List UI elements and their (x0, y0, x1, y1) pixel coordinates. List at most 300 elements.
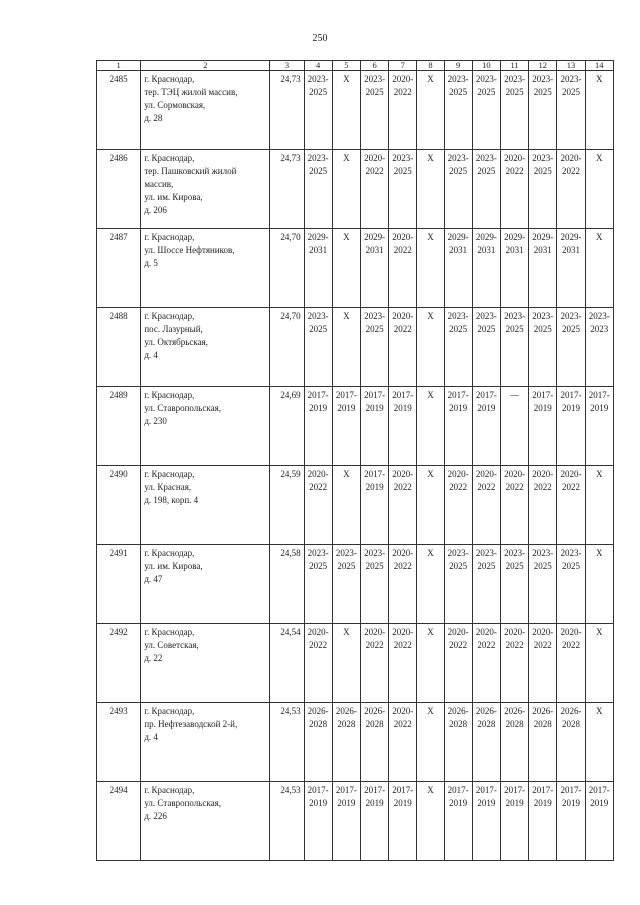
period-end: 2022 (393, 482, 412, 492)
period-cell (585, 71, 613, 150)
period-start: 2017- (364, 469, 386, 479)
period-start: 2017- (392, 390, 414, 400)
period-cell (389, 466, 417, 545)
period-end: 2025 (477, 561, 496, 571)
period-end: 2025 (365, 561, 384, 571)
period-cell (585, 229, 613, 308)
period-start: 2029- (532, 232, 554, 242)
address-line: г. Краснодар, (144, 627, 195, 637)
period-end: 2025 (449, 561, 468, 571)
table-row (97, 229, 614, 308)
row-number: 2487 (97, 229, 141, 308)
period-start: 2017- (504, 785, 526, 795)
period-end: 2022 (533, 640, 552, 650)
period-end: 2025 (365, 324, 384, 334)
period-cell (529, 703, 557, 782)
period-start: 2020- (392, 706, 414, 716)
period-cell (360, 387, 388, 466)
period-cell (529, 229, 557, 308)
row-number: 2494 (97, 782, 141, 861)
period-cell (304, 150, 332, 229)
period-start: 2023- (475, 311, 497, 321)
value-cell: 24,73 (270, 71, 304, 150)
period-cell (557, 150, 585, 229)
period-cell (304, 782, 332, 861)
table-row (97, 545, 614, 624)
period-start: 2023- (307, 74, 329, 84)
period-cell (585, 150, 613, 229)
period-start: — (510, 390, 520, 400)
period-cell (585, 624, 613, 703)
period-start: 2023- (364, 74, 386, 84)
period-end: 2022 (533, 482, 552, 492)
column-header: 7 (389, 61, 417, 71)
period-end: 2025 (365, 87, 384, 97)
register-table (96, 60, 614, 861)
table-body (97, 61, 614, 861)
period-start: 2017- (532, 390, 554, 400)
period-end: 2022 (449, 482, 468, 492)
period-end: 2022 (393, 561, 412, 571)
period-start: 2017- (392, 785, 414, 795)
period-end: 2019 (365, 482, 384, 492)
period-start: 2029- (504, 232, 526, 242)
value-cell: 24,54 (270, 624, 304, 703)
period-start: 2017- (475, 785, 497, 795)
period-start: 2017- (447, 785, 469, 795)
period-cell (360, 782, 388, 861)
period-cell (444, 545, 472, 624)
address-line: пос. Лазурный, (144, 324, 203, 334)
column-header: 3 (270, 61, 304, 71)
period-start: X (343, 74, 350, 84)
row-number: 2488 (97, 308, 141, 387)
period-start: X (427, 74, 434, 84)
address-line: пр. Нефтезаводской 2-й, (144, 719, 238, 729)
period-end: 2028 (561, 719, 580, 729)
period-start: 2020- (560, 627, 582, 637)
period-start: 2026- (532, 706, 554, 716)
period-start: 2020- (532, 627, 554, 637)
period-end: 2019 (477, 403, 496, 413)
value-cell: 24,53 (270, 703, 304, 782)
period-end: 2031 (505, 245, 524, 255)
period-cell (472, 150, 500, 229)
period-end: 2031 (477, 245, 496, 255)
value-cell: 24,70 (270, 308, 304, 387)
address-cell (141, 782, 270, 861)
column-header: 2 (141, 61, 270, 71)
period-end: 2025 (337, 561, 356, 571)
period-cell (529, 466, 557, 545)
address-line: г. Краснодар, (144, 469, 195, 479)
period-end: 2022 (449, 640, 468, 650)
period-end: 2028 (449, 719, 468, 729)
row-number: 2485 (97, 71, 141, 150)
period-start: 2017- (560, 785, 582, 795)
period-cell (557, 387, 585, 466)
period-start: X (343, 311, 350, 321)
period-start: 2023- (532, 311, 554, 321)
period-start: 2023- (307, 548, 329, 558)
period-end: 2028 (365, 719, 384, 729)
period-cell (444, 624, 472, 703)
period-cell (417, 703, 444, 782)
period-cell (304, 229, 332, 308)
row-number: 2489 (97, 387, 141, 466)
period-start: X (343, 232, 350, 242)
period-cell (389, 308, 417, 387)
address-line: ул. Сормовская, (144, 100, 206, 110)
table-row (97, 703, 614, 782)
period-cell (332, 71, 360, 150)
period-start: 2023- (447, 548, 469, 558)
address-line: г. Краснодар, (144, 390, 195, 400)
address-line: тер. ТЭЦ жилой массив, (144, 87, 238, 97)
period-cell (332, 308, 360, 387)
period-cell (444, 703, 472, 782)
period-end: 2025 (561, 87, 580, 97)
period-start: 2023- (588, 311, 610, 321)
address-line: д. 198, корп. 4 (144, 495, 199, 505)
period-end: 2028 (477, 719, 496, 729)
address-line: ул. им. Кирова, (144, 561, 203, 571)
column-header: 4 (304, 61, 332, 71)
period-cell (585, 782, 613, 861)
period-end: 2022 (477, 482, 496, 492)
period-start: 2020- (392, 627, 414, 637)
period-cell (500, 782, 528, 861)
period-cell (585, 387, 613, 466)
address-line: д. 226 (144, 811, 167, 821)
table-row (97, 624, 614, 703)
page-number: 250 (312, 33, 328, 44)
address-cell (141, 624, 270, 703)
period-start: 2026- (475, 706, 497, 716)
period-cell (332, 229, 360, 308)
period-cell (332, 545, 360, 624)
period-start: X (343, 153, 350, 163)
period-end: 2031 (561, 245, 580, 255)
period-start: 2023- (392, 153, 414, 163)
period-start: 2020- (364, 627, 386, 637)
period-end: 2031 (365, 245, 384, 255)
address-cell (141, 150, 270, 229)
period-cell (304, 71, 332, 150)
period-cell (304, 387, 332, 466)
period-end: 2019 (533, 403, 552, 413)
period-start: 2017- (335, 390, 357, 400)
period-cell (500, 150, 528, 229)
period-cell (444, 308, 472, 387)
period-start: 2020- (504, 153, 526, 163)
row-number: 2490 (97, 466, 141, 545)
period-end: 2025 (533, 166, 552, 176)
period-cell (529, 545, 557, 624)
row-number: 2486 (97, 150, 141, 229)
column-header: 9 (444, 61, 472, 71)
period-end: 2022 (505, 640, 524, 650)
address-cell (141, 229, 270, 308)
column-header: 10 (472, 61, 500, 71)
address-line: ул. Шоссе Нефтяников, (144, 245, 235, 255)
period-end: 2019 (309, 403, 328, 413)
period-start: 2026- (307, 706, 329, 716)
column-header: 1 (97, 61, 141, 71)
period-start: X (427, 311, 434, 321)
address-line: г. Краснодар, (144, 232, 195, 242)
period-start: 2020- (392, 311, 414, 321)
period-start: 2023- (364, 548, 386, 558)
period-cell (557, 308, 585, 387)
period-start: 2020- (392, 232, 414, 242)
period-cell (389, 387, 417, 466)
period-end: 2022 (393, 640, 412, 650)
period-start: 2017- (475, 390, 497, 400)
period-end: 2019 (309, 798, 328, 808)
table-row (97, 71, 614, 150)
period-end: 2025 (505, 324, 524, 334)
period-cell (472, 387, 500, 466)
period-cell (529, 782, 557, 861)
address-line: д. 4 (144, 732, 158, 742)
period-end: 2025 (505, 87, 524, 97)
period-end: 2025 (393, 166, 412, 176)
period-cell (500, 308, 528, 387)
period-start: X (343, 627, 350, 637)
table-row (97, 466, 614, 545)
address-line: ул. Ставропольская, (144, 798, 222, 808)
period-start: 2017- (307, 390, 329, 400)
period-start: 2020- (560, 153, 582, 163)
period-start: 2020- (447, 627, 469, 637)
period-cell (417, 624, 444, 703)
period-start: 2017- (588, 785, 610, 795)
address-line: ул. Ставропольская, (144, 403, 222, 413)
period-end: 2019 (449, 798, 468, 808)
period-cell (304, 624, 332, 703)
period-cell (332, 150, 360, 229)
period-cell (389, 71, 417, 150)
period-start: X (427, 706, 434, 716)
period-cell (529, 624, 557, 703)
row-number: 2491 (97, 545, 141, 624)
period-cell (557, 229, 585, 308)
period-cell (472, 71, 500, 150)
period-end: 2025 (477, 87, 496, 97)
period-cell (360, 545, 388, 624)
period-start: 2023- (364, 311, 386, 321)
address-line: массив, (144, 179, 174, 189)
period-cell (472, 782, 500, 861)
period-end: 2025 (309, 87, 328, 97)
period-cell (444, 387, 472, 466)
period-end: 2019 (561, 403, 580, 413)
period-start: X (596, 74, 603, 84)
period-start: 2023- (560, 74, 582, 84)
period-start: 2017- (447, 390, 469, 400)
period-end: 2019 (365, 403, 384, 413)
period-cell (529, 308, 557, 387)
period-cell (360, 308, 388, 387)
period-cell (500, 387, 528, 466)
address-line: д. 206 (144, 205, 167, 215)
period-start: X (596, 232, 603, 242)
period-cell (417, 150, 444, 229)
period-start: X (596, 469, 603, 479)
period-cell (417, 545, 444, 624)
table-row (97, 782, 614, 861)
period-cell (557, 545, 585, 624)
column-header: 5 (332, 61, 360, 71)
period-end: 2028 (309, 719, 328, 729)
period-cell (500, 71, 528, 150)
period-cell (585, 466, 613, 545)
address-line: д. 5 (144, 258, 158, 268)
period-start: 2023- (560, 548, 582, 558)
period-end: 2025 (477, 166, 496, 176)
period-start: X (596, 153, 603, 163)
period-cell (389, 624, 417, 703)
period-start: 2023- (447, 74, 469, 84)
period-start: X (343, 469, 350, 479)
period-cell (389, 229, 417, 308)
period-end: 2019 (337, 798, 356, 808)
value-cell: 24,58 (270, 545, 304, 624)
period-start: 2020- (504, 469, 526, 479)
address-line: ул. им. Кирова, (144, 192, 203, 202)
address-line: тер. Пашковский жилой (144, 166, 237, 176)
period-end: 2022 (561, 640, 580, 650)
period-end: 2022 (505, 482, 524, 492)
period-end: 2022 (393, 245, 412, 255)
period-start: 2023- (504, 548, 526, 558)
period-start: 2017- (364, 390, 386, 400)
table-row (97, 150, 614, 229)
address-line: г. Краснодар, (144, 74, 195, 84)
period-start: 2017- (560, 390, 582, 400)
period-start: 2017- (335, 785, 357, 795)
period-end: 2022 (561, 482, 580, 492)
period-end: 2022 (365, 166, 384, 176)
period-start: 2020- (307, 469, 329, 479)
period-cell (472, 624, 500, 703)
period-end: 2019 (393, 798, 412, 808)
address-line: г. Краснодар, (144, 153, 195, 163)
value-cell: 24,73 (270, 150, 304, 229)
period-cell (417, 387, 444, 466)
period-cell (500, 703, 528, 782)
value-cell: 24,53 (270, 782, 304, 861)
period-end: 2022 (309, 482, 328, 492)
period-start: 2026- (335, 706, 357, 716)
period-end: 2025 (309, 324, 328, 334)
period-start: 2026- (504, 706, 526, 716)
period-cell (360, 703, 388, 782)
period-cell (332, 782, 360, 861)
period-start: 2017- (532, 785, 554, 795)
period-cell (444, 229, 472, 308)
period-cell (585, 545, 613, 624)
address-line: г. Краснодар, (144, 785, 195, 795)
address-line: д. 28 (144, 113, 163, 123)
period-start: 2020- (447, 469, 469, 479)
period-cell (472, 545, 500, 624)
period-start: 2029- (447, 232, 469, 242)
period-start: X (596, 627, 603, 637)
period-cell (304, 545, 332, 624)
period-cell (500, 229, 528, 308)
period-cell (444, 150, 472, 229)
period-end: 2025 (477, 324, 496, 334)
period-end: 2022 (365, 640, 384, 650)
address-line: г. Краснодар, (144, 311, 195, 321)
period-start: X (427, 390, 434, 400)
period-end: 2019 (337, 403, 356, 413)
period-end: 2025 (533, 561, 552, 571)
period-end: 2019 (590, 403, 609, 413)
period-start: X (427, 548, 434, 558)
period-cell (529, 387, 557, 466)
period-end: 2019 (533, 798, 552, 808)
period-cell (389, 703, 417, 782)
period-cell (585, 703, 613, 782)
period-end: 2025 (309, 166, 328, 176)
period-cell (304, 308, 332, 387)
period-start: 2020- (560, 469, 582, 479)
value-cell: 24,59 (270, 466, 304, 545)
period-cell (500, 624, 528, 703)
period-start: 2029- (475, 232, 497, 242)
period-end: 2025 (561, 561, 580, 571)
period-start: 2026- (364, 706, 386, 716)
period-start: 2023- (532, 74, 554, 84)
period-end: 2028 (505, 719, 524, 729)
period-end: 2022 (477, 640, 496, 650)
period-start: 2023- (475, 153, 497, 163)
period-start: 2020- (307, 627, 329, 637)
period-cell (500, 545, 528, 624)
period-cell (360, 229, 388, 308)
period-start: X (427, 153, 434, 163)
period-end: 2022 (393, 719, 412, 729)
period-start: 2017- (307, 785, 329, 795)
period-cell (529, 71, 557, 150)
address-cell (141, 703, 270, 782)
period-start: 2026- (560, 706, 582, 716)
period-start: 2020- (364, 153, 386, 163)
period-cell (389, 782, 417, 861)
period-start: 2023- (532, 153, 554, 163)
address-line: ул. Советская, (144, 640, 199, 650)
period-cell (557, 466, 585, 545)
period-start: 2023- (447, 311, 469, 321)
period-start: 2020- (504, 627, 526, 637)
period-cell (557, 782, 585, 861)
period-start: X (427, 627, 434, 637)
period-cell (360, 150, 388, 229)
period-end: 2031 (309, 245, 328, 255)
address-cell (141, 308, 270, 387)
period-end: 2025 (505, 561, 524, 571)
period-start: 2023- (504, 74, 526, 84)
period-cell (557, 703, 585, 782)
period-start: 2023- (307, 153, 329, 163)
address-line: д. 22 (144, 653, 163, 663)
period-end: 2031 (533, 245, 552, 255)
period-start: 2023- (307, 311, 329, 321)
row-number: 2493 (97, 703, 141, 782)
